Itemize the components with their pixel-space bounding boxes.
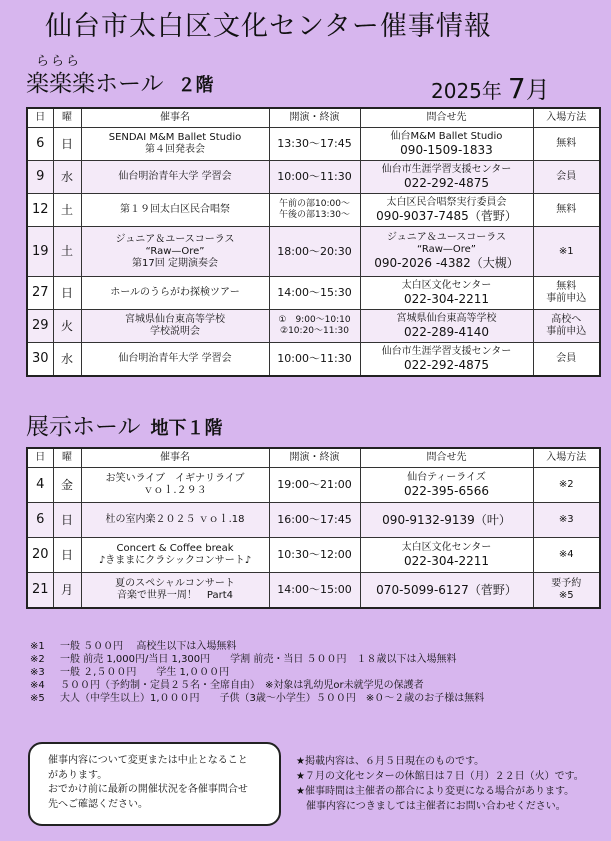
entry-cell — [533, 343, 600, 376]
hall1-floor: ２階 — [177, 75, 214, 96]
weekday-cell: 水 — [53, 343, 81, 376]
table-header-row — [27, 108, 600, 128]
hall1.rows.1.name-line: 仙台明治青年大学 学習会 — [118, 171, 232, 182]
hall2.rows.3.name-line: 夏のスペシャルコンサート — [115, 577, 235, 589]
info-line: ★７月の文化センターの休館日は７日（月）２２日（火）です。 — [296, 771, 584, 782]
hall2.rows.0.time-line: 19:00～21:00 — [277, 478, 352, 492]
column-header: 入場方法 — [533, 108, 600, 128]
hall2.rows.2.entry-line: ※4 — [558, 549, 574, 560]
day-cell: 21 — [27, 573, 53, 608]
event-name-cell — [81, 538, 269, 573]
table-row — [27, 227, 600, 277]
hall2.rows.0.entry-line: ※2 — [558, 479, 574, 490]
note-label: ※5 — [30, 693, 45, 704]
time-cell — [269, 227, 360, 277]
hall2.rows.0.name-line: お笑いライブ イギナリライブ — [105, 473, 245, 484]
hall1.rows.3.entry-line: ※1 — [558, 245, 574, 257]
hall2.rows.3.name-line: 音楽で世界一周！ Part4 — [116, 589, 234, 601]
page-title: 仙台市太白区文化センター催事情報 — [45, 11, 492, 42]
time-cell — [269, 343, 360, 376]
time-cell — [269, 503, 360, 538]
hall2.rows.0.contact-line: 022-395-6566 — [403, 483, 489, 498]
table-row — [27, 468, 600, 503]
month-number: 7 — [507, 72, 526, 105]
hall2.rows.0.contact-line: 仙台ティーライズ — [407, 471, 486, 483]
hall1.rows.1.contact-line: 022-292-4875 — [403, 175, 489, 190]
month-heading — [431, 70, 550, 105]
notice-line: おでかけ前に最新の開催状況を各催事問合せ — [48, 784, 248, 795]
hall1-heading — [26, 65, 214, 98]
column-header: 開演・終演 — [269, 108, 360, 128]
hall1.rows.5.time-line: ① 9:00～10:10 — [278, 315, 351, 326]
note-text: 一般 前売 1,000円/当日 1,300円 学割 前売・当日 ５００円 １８歳以下は入場無料 — [60, 654, 457, 665]
info-line: 催事内容につきましては主催者にお問い合わせください。 — [296, 801, 566, 812]
contact-cell — [360, 343, 533, 376]
weekday-cell: 日 — [53, 277, 81, 310]
day-cell: 29 — [27, 310, 53, 343]
hall1.rows.0.time-line: 13:30～17:45 — [277, 137, 352, 151]
event-name-cell — [81, 277, 269, 310]
hall2-schedule-table — [26, 447, 601, 609]
time-cell — [269, 468, 360, 503]
column-header: 催事名 — [81, 448, 269, 468]
hall2.rows.2.contact-line: 太白区文化センター — [401, 541, 492, 553]
hall1.rows.2.time-line: 午前の部10:00～ — [279, 199, 350, 210]
table-row — [27, 128, 600, 161]
contact-cell — [360, 310, 533, 343]
time-cell — [269, 194, 360, 227]
hall1.rows.5.name-line: 学校説明会 — [150, 326, 200, 337]
table-header-row — [27, 448, 600, 468]
hall2.rows.3.contact-line: 070-5099-6127（菅野） — [376, 582, 517, 597]
event-name-cell — [81, 161, 269, 194]
contact-cell — [360, 161, 533, 194]
weekday-cell: 水 — [53, 161, 81, 194]
day-cell: 19 — [27, 227, 53, 277]
event-name-cell — [81, 343, 269, 376]
weekday-cell: 日 — [53, 128, 81, 161]
note-label: ※4 — [30, 680, 45, 691]
day-cell: 27 — [27, 277, 53, 310]
hall1.rows.6.time-line: 10:00～11:30 — [277, 352, 352, 366]
weekday-cell: 日 — [53, 538, 81, 573]
entry-cell — [533, 227, 600, 277]
table-row — [27, 161, 600, 194]
hall1.rows.1.contact-line: 仙台市生涯学習支援センター — [381, 163, 512, 175]
column-header: 曜 — [53, 448, 81, 468]
hall1.rows.3.name-line: “Raw—Ore” — [145, 245, 205, 257]
info-line: ★催事時間は主催者の都合により変更になる場合があります。 — [296, 786, 575, 797]
table-row — [27, 503, 600, 538]
hall2.rows.3.time-line: 14:00～15:00 — [277, 583, 352, 597]
hall1.rows.0.name-line: 第４回発表会 — [145, 144, 205, 155]
event-name-cell — [81, 503, 269, 538]
hall1.rows.4.time-line: 14:00～15:30 — [277, 286, 352, 300]
table-row — [27, 538, 600, 573]
hall2.rows.1.contact-line: 090-9132-9139（叶） — [382, 512, 511, 527]
hall1.rows.5.entry-line: 事前申込 — [546, 326, 587, 337]
hall1.rows.6.contact-line: 仙台市生涯学習支援センター — [381, 345, 512, 357]
table-row — [27, 310, 600, 343]
note-line — [30, 640, 484, 653]
day-cell: 12 — [27, 194, 53, 227]
hall2-name: 展示ホール — [26, 414, 141, 440]
column-header: 日 — [27, 448, 53, 468]
event-name-cell — [81, 310, 269, 343]
column-header: 催事名 — [81, 108, 269, 128]
contact-cell — [360, 277, 533, 310]
day-cell: 6 — [27, 128, 53, 161]
column-header: 開演・終演 — [269, 448, 360, 468]
hall2.rows.0.name-line: ｖｏｌ.２９３ — [143, 485, 207, 496]
event-name-cell — [81, 194, 269, 227]
entry-cell — [533, 468, 600, 503]
entry-cell — [533, 161, 600, 194]
hall2.rows.1.name-line: 杜の室内楽２０２５ ｖｏｌ.18 — [105, 514, 245, 525]
weekday-cell: 土 — [53, 194, 81, 227]
hall1.rows.6.contact-line: 022-292-4875 — [403, 357, 489, 372]
hall1-name: 楽楽楽ホール — [26, 71, 164, 97]
hall1.rows.3.name-line: 第17回 定期演奏会 — [132, 257, 218, 269]
day-cell: 20 — [27, 538, 53, 573]
contact-cell — [360, 538, 533, 573]
contact-cell — [360, 227, 533, 277]
day-cell: 6 — [27, 503, 53, 538]
hall2.rows.2.time-line: 10:30～12:00 — [277, 548, 352, 562]
time-cell — [269, 573, 360, 608]
weekday-cell: 金 — [53, 468, 81, 503]
notice-line: 先へご確認ください。 — [48, 798, 148, 810]
hall2.rows.3.entry-line: 要予約 — [551, 577, 582, 589]
hall1.rows.2.contact-line: 太白区民合唱祭実行委員会 — [386, 196, 507, 208]
hall1.rows.5.contact-line: 022-289-4140 — [403, 324, 489, 339]
change-notice-box — [28, 742, 281, 826]
hall2.rows.2.name-line: ♪きままにクラシックコンサート♪ — [98, 555, 252, 566]
hall1.rows.5.contact-line: 宮城県仙台東高等学校 — [396, 312, 497, 324]
hall1.rows.3.contact-line: ジュニア＆ユースコーラス — [387, 232, 506, 244]
note-line — [30, 679, 484, 692]
contact-cell — [360, 194, 533, 227]
column-header: 問合せ先 — [360, 448, 533, 468]
column-header: 入場方法 — [533, 448, 600, 468]
hall1.rows.2.entry-line: 無料 — [556, 204, 577, 215]
hall1.rows.6.name-line: 仙台明治青年大学 学習会 — [118, 352, 232, 364]
year-label: 2025年 — [431, 79, 502, 103]
hall2.rows.2.contact-line: 022-304-2211 — [403, 553, 489, 568]
contact-cell — [360, 503, 533, 538]
table-row — [27, 343, 600, 376]
hall1.rows.3.name-line: ジュニア＆ユースコーラス — [115, 233, 235, 245]
note-label: ※3 — [30, 667, 45, 678]
hall1.rows.3.contact-line: 090-2026 -4382（大槻） — [374, 256, 519, 271]
table-row — [27, 194, 600, 227]
hall1.rows.4.contact-line: 022-304-2211 — [403, 291, 489, 306]
hall2.rows.1.entry-line: ※3 — [558, 514, 574, 525]
table-row — [27, 277, 600, 310]
entry-cell — [533, 128, 600, 161]
event-name-cell — [81, 227, 269, 277]
note-text: ５００円（予約制・定員２５名・全席自由） ※対象は乳幼児or未就学児の保護者 — [60, 680, 424, 691]
price-notes — [30, 640, 484, 705]
weekday-cell: 土 — [53, 227, 81, 277]
hall2.rows.1.time-line: 16:00～17:45 — [277, 513, 352, 527]
note-text: 一般 ２,５００円 学生 1,０００円 — [60, 667, 230, 678]
hall1-schedule-table — [26, 107, 601, 377]
hall1.rows.0.entry-line: 無料 — [556, 138, 577, 149]
contact-cell — [360, 468, 533, 503]
hall2.rows.2.name-line: Concert & Coffee break — [116, 543, 234, 554]
column-header: 問合せ先 — [360, 108, 533, 128]
time-cell — [269, 277, 360, 310]
entry-cell — [533, 277, 600, 310]
day-cell: 4 — [27, 468, 53, 503]
note-label: ※1 — [30, 641, 45, 652]
additional-info — [296, 754, 584, 814]
entry-cell — [533, 194, 600, 227]
event-name-cell — [81, 468, 269, 503]
note-text: 一般 ５００円 高校生以下は入場無料 — [60, 641, 237, 652]
hall1.rows.2.time-line: 午後の部13:30～ — [279, 210, 350, 220]
note-line — [30, 653, 484, 666]
event-name-cell — [81, 573, 269, 608]
info-line: ★掲載内容は、６月５日現在のものです。 — [296, 756, 485, 767]
hall1.rows.1.entry-line: 会員 — [556, 171, 577, 182]
time-cell — [269, 128, 360, 161]
weekday-cell: 火 — [53, 310, 81, 343]
column-header: 日 — [27, 108, 53, 128]
column-header: 曜 — [53, 108, 81, 128]
hall1.rows.0.name-line: SENDAI M&M Ballet Studio — [108, 132, 242, 143]
note-text: 大人（中学生以上）1,０００円 子供（3歳～小学生）５００円 ※０～２歳のお子様は無料 — [60, 693, 485, 704]
month-suffix: 月 — [525, 76, 550, 104]
day-cell: 9 — [27, 161, 53, 194]
entry-cell — [533, 538, 600, 573]
notice-line: があります。 — [48, 769, 108, 781]
contact-cell — [360, 128, 533, 161]
hall1.rows.4.name-line: ホールのうらがわ探検ツアー — [110, 287, 240, 298]
note-label: ※2 — [30, 654, 45, 665]
note-line — [30, 692, 484, 705]
table-row — [27, 573, 600, 608]
contact-cell — [360, 573, 533, 608]
weekday-cell: 日 — [53, 503, 81, 538]
weekday-cell: 月 — [53, 573, 81, 608]
time-cell — [269, 538, 360, 573]
hall1.rows.5.time-line: ②10:20～11:30 — [280, 326, 349, 336]
hall1.rows.4.entry-line: 無料 — [556, 281, 577, 292]
hall1.rows.4.contact-line: 太白区文化センター — [401, 279, 492, 291]
hall2-heading — [26, 408, 223, 441]
hall1.rows.2.contact-line: 090-9037-7485（菅野） — [376, 208, 517, 223]
hall1.rows.4.entry-line: 事前申込 — [546, 293, 587, 304]
hall1.rows.0.contact-line: 仙台M&M Ballet Studio — [390, 130, 503, 142]
hall1.rows.6.entry-line: 会員 — [556, 352, 577, 364]
hall1.rows.3.contact-line: “Raw—Ore” — [416, 244, 476, 256]
note-line — [30, 666, 484, 679]
entry-cell — [533, 310, 600, 343]
hall1.rows.5.name-line: 宮城県仙台東高等学校 — [125, 314, 225, 325]
hall2.rows.3.entry-line: ※5 — [558, 589, 574, 601]
time-cell — [269, 310, 360, 343]
entry-cell — [533, 573, 600, 608]
hall1-ruby: ららら — [36, 54, 82, 69]
hall1.rows.1.time-line: 10:00～11:30 — [277, 170, 352, 184]
hall1.rows.0.contact-line: 090-1509-1833 — [400, 142, 493, 157]
hall2-floor: 地下１階 — [150, 418, 223, 439]
time-cell — [269, 161, 360, 194]
day-cell: 30 — [27, 343, 53, 376]
hall1.rows.5.entry-line: 高校へ — [551, 314, 582, 325]
notice-line: 催事内容について変更または中止となること — [48, 755, 248, 766]
hall1.rows.3.time-line: 18:00～20:30 — [277, 244, 352, 258]
entry-cell — [533, 503, 600, 538]
hall1.rows.2.name-line: 第１９回太白区民合唱祭 — [120, 204, 230, 215]
event-name-cell — [81, 128, 269, 161]
